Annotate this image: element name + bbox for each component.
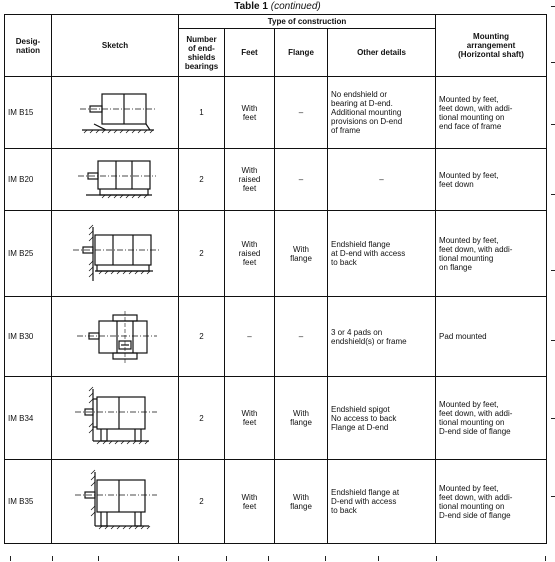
mounting-cell: Mounted by feet, feet down, with addi- tional mounting on D-end side of flange — [436, 377, 547, 460]
scan-edge-marks — [551, 0, 555, 562]
table-row — [5, 77, 547, 149]
feet-cell: With feet — [225, 460, 275, 544]
sketch-cell — [52, 460, 179, 544]
table-row — [5, 460, 547, 544]
sketch-im-b20 — [70, 157, 160, 203]
flange-cell: With flange — [275, 460, 328, 544]
other-details-cell: Endshield flange at D-end with access to back — [328, 211, 436, 297]
sketch-im-b25 — [67, 221, 163, 287]
number-cell: 2 — [179, 149, 225, 211]
number-cell: 1 — [179, 77, 225, 149]
header-feet: Feet — [225, 29, 275, 77]
table-row — [5, 297, 547, 377]
header-designation: Desig- nation — [5, 15, 52, 77]
designation-cell: IM B15 — [5, 77, 52, 149]
table-row — [5, 149, 547, 211]
mounting-cell: Mounted by feet, feet down — [436, 149, 547, 211]
flange-cell: With flange — [275, 377, 328, 460]
number-cell: 2 — [179, 211, 225, 297]
designation-cell: IM B25 — [5, 211, 52, 297]
sketch-cell — [52, 377, 179, 460]
flange-cell: – — [275, 77, 328, 149]
number-cell: 2 — [179, 460, 225, 544]
designation-cell: IM B35 — [5, 460, 52, 544]
designation-cell: IM B20 — [5, 149, 52, 211]
other-details-cell: Endshield spigot No access to back Flange at D-end — [328, 377, 436, 460]
mounting-cell: Mounted by feet, feet down, with addi- tional mounting on D-end side of flange — [436, 460, 547, 544]
feet-cell: – — [225, 297, 275, 377]
sketch-im-b30 — [67, 309, 163, 365]
other-details-cell: Endshield flange at D-end with access to back — [328, 460, 436, 544]
table-row — [5, 377, 547, 460]
feet-cell: With feet — [225, 377, 275, 460]
flange-cell: – — [275, 297, 328, 377]
sketch-im-b35 — [67, 468, 163, 536]
scan-bottom-marks — [0, 556, 555, 562]
table-caption — [0, 1, 555, 12]
feet-cell: With raised feet — [225, 211, 275, 297]
designation-cell: IM B34 — [5, 377, 52, 460]
mounting-cell: Mounted by feet, feet down, with addi- tional mounting on flange — [436, 211, 547, 297]
header-mounting: Mounting arrangement (Horizontal shaft) — [436, 15, 547, 77]
sketch-im-b34 — [67, 385, 163, 451]
feet-cell: With raised feet — [225, 149, 275, 211]
header-flange: Flange — [275, 29, 328, 77]
sketch-im-b15 — [70, 88, 160, 138]
designation-cell: IM B30 — [5, 297, 52, 377]
flange-cell: With flange — [275, 211, 328, 297]
number-cell: 2 — [179, 377, 225, 460]
header-sketch: Sketch — [52, 15, 179, 77]
other-details-cell: 3 or 4 pads on endshield(s) or frame — [328, 297, 436, 377]
sketch-cell — [52, 77, 179, 149]
other-details-cell: – — [328, 149, 436, 211]
table-row — [5, 211, 547, 297]
flange-cell: – — [275, 149, 328, 211]
header-other-details: Other details — [328, 29, 436, 77]
table-continued-note: (continued) — [270, 1, 321, 12]
sketch-cell — [52, 211, 179, 297]
number-cell: 2 — [179, 297, 225, 377]
mounting-cell: Pad mounted — [436, 297, 547, 377]
sketch-cell — [52, 297, 179, 377]
mounting-table — [4, 14, 547, 544]
header-type-of-construction: Type of construction — [179, 15, 436, 29]
header-number: Number of end- shields bearings — [179, 29, 225, 77]
other-details-cell: No endshield or bearing at D-end. Additional mounting provisions on D-end of frame — [328, 77, 436, 149]
mounting-cell: Mounted by feet, feet down, with addi- tional mounting on end face of frame — [436, 77, 547, 149]
feet-cell: With feet — [225, 77, 275, 149]
table-title: Table 1 — [234, 1, 268, 12]
sketch-cell — [52, 149, 179, 211]
